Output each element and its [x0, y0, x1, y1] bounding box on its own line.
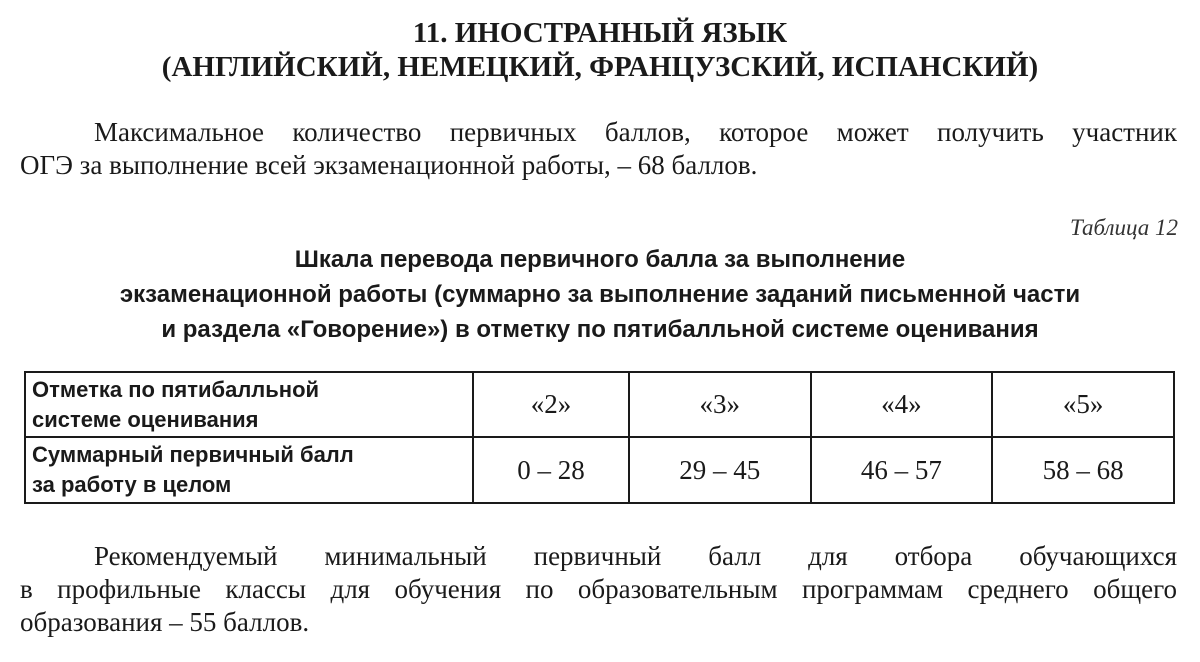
score-range-cell-5: 58 – 68	[992, 437, 1174, 503]
row-header-line: за работу в целом	[32, 472, 232, 497]
recommendation-line-3: образования – 55 баллов.	[20, 607, 310, 637]
table-caption-line-2: экзаменационной работы (суммарно за выполнение заданий письменной части	[119, 281, 1081, 308]
row-header-line: системе оценивания	[32, 406, 259, 432]
table-row-grade	[25, 372, 1174, 437]
score-range-cell-2: 0 – 28	[473, 437, 629, 503]
intro-line-1: Максимальное количество первичных баллов, которое может получить участник	[94, 117, 1177, 147]
grade-cell-5: «5»	[992, 372, 1174, 437]
intro-line-2: ОГЭ за выполнение всей экзаменационной работы, – 68 баллов.	[20, 150, 758, 180]
recommendation-line-2: в профильные классы для обучения по образовательным программам среднего общего	[20, 574, 1177, 604]
section-title-line-1: 11. ИНОСТРАННЫЙ ЯЗЫК	[412, 17, 788, 49]
score-range-cell-3: 29 – 45	[629, 437, 811, 503]
table-row-score	[25, 437, 1174, 503]
table-caption-line-1: Шкала перевода первичного балла за выполнение	[294, 246, 906, 273]
table-caption-line-3: и раздела «Говорение») в отметку по пятибалльной системе оценивания	[161, 316, 1039, 343]
grade-cell-4: «4»	[811, 372, 993, 437]
grade-cell-2: «2»	[473, 372, 629, 437]
grade-cell-3: «3»	[629, 372, 811, 437]
row-header-grade	[25, 372, 473, 437]
row-header-line: Суммарный первичный балл	[32, 442, 354, 467]
grade-conversion-table	[24, 371, 1175, 504]
section-title-line-2: (АНГЛИЙСКИЙ, НЕМЕЦКИЙ, ФРАНЦУЗСКИЙ, ИСПАНСКИЙ)	[161, 51, 1039, 83]
recommendation-line-1: Рекомендуемый минимальный первичный балл для отбора обучающихся	[94, 541, 1177, 571]
score-range-cell-4: 46 – 57	[811, 437, 993, 503]
row-header-line: Отметка по пятибалльной	[32, 376, 320, 402]
table-number-label: Таблица 12	[1069, 215, 1178, 240]
row-header-score	[25, 437, 473, 503]
